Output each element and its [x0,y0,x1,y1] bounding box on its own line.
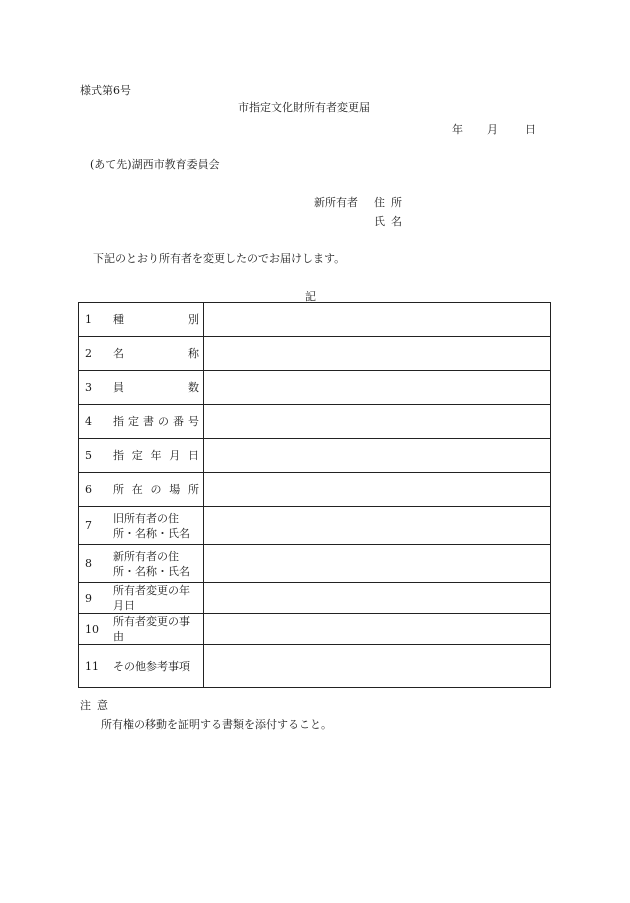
label-char: 指 [113,415,124,428]
label-char: 員 [113,381,124,394]
item-label-spread [113,482,199,497]
label-char: 称 [188,347,199,360]
item-label: 旧所有者の住所・名称・氏名 [113,507,204,545]
item-label: 新所有者の住所・名称・氏名 [113,545,204,583]
label-char: 書 [143,415,154,428]
item-value-cell[interactable] [204,507,551,545]
label-char: 定 [131,449,143,462]
label-char: 定 [128,415,139,428]
label-char: 日 [188,449,199,462]
table-row [79,405,551,439]
item-label: 所有者変更の年月日 [113,583,204,614]
label-char: の [158,415,169,428]
table-row [79,545,551,583]
table-row [79,473,551,507]
table-row [79,645,551,688]
item-label [113,371,204,405]
label-char: 別 [188,313,199,326]
label-char: 数 [188,381,199,394]
item-label: 所有者変更の事由 [113,614,204,645]
date-day-label: 日 [525,123,536,136]
label-char: 場 [169,483,181,496]
table-row [79,614,551,645]
item-value-cell[interactable] [204,371,551,405]
item-label [113,405,204,439]
item-number: 6 [79,473,114,507]
label-char: 在 [131,483,143,496]
items-table [78,302,551,688]
item-number: 1 [79,303,114,337]
item-label-spread [113,380,199,395]
item-label-spread [113,346,199,361]
notes-title: 注意 [80,699,114,712]
label-char: 月 [169,449,181,462]
item-label-spread [113,448,199,463]
item-label [113,439,204,473]
item-number: 2 [79,337,114,371]
table-row [79,439,551,473]
label-char: 所 [113,483,124,496]
date-month-label: 月 [487,123,498,136]
label-char: 所 [188,483,199,496]
table-row [79,507,551,545]
table-row [79,583,551,614]
ki-heading: 記 [305,290,316,303]
addressee: (あて先)湖西市教育委員会 [90,158,220,171]
item-number: 7 [79,507,114,545]
item-number: 3 [79,371,114,405]
table-row [79,303,551,337]
label-char: 名 [113,347,124,360]
item-value-cell[interactable] [204,645,551,688]
item-label [113,337,204,371]
notes-body: 所有権の移動を証明する書類を添付すること。 [101,718,332,731]
item-number: 8 [79,545,114,583]
item-number: 5 [79,439,114,473]
item-label [113,303,204,337]
item-label-spread [113,312,199,327]
item-number: 4 [79,405,114,439]
form-number: 様式第6号 [80,84,131,97]
item-value-cell[interactable] [204,405,551,439]
document-title: 市指定文化財所有者変更届 [238,101,370,114]
name-label: 氏名 [374,215,408,228]
label-char: 号 [188,415,199,428]
date-year-label: 年 [452,123,463,136]
intro-text: 下記のとおり所有者を変更したのでお届けします。 [93,252,346,265]
item-value-cell[interactable] [204,614,551,645]
address-label: 住所 [374,196,408,209]
table-row [79,337,551,371]
item-value-cell[interactable] [204,473,551,507]
label-char: 種 [113,313,124,326]
item-number: 10 [79,614,114,645]
item-value-cell[interactable] [204,545,551,583]
label-char: 指 [113,449,124,462]
item-number: 9 [79,583,114,614]
label-char: 年 [150,449,162,462]
item-value-cell[interactable] [204,439,551,473]
item-label: その他参考事項 [113,645,204,688]
item-value-cell[interactable] [204,337,551,371]
item-label [113,473,204,507]
item-value-cell[interactable] [204,583,551,614]
label-char: の [150,483,162,496]
table-row [79,371,551,405]
item-value-cell[interactable] [204,303,551,337]
item-label-spread [113,414,199,429]
item-number: 11 [79,645,114,688]
new-owner-label: 新所有者 [314,196,358,209]
label-char: 番 [173,415,184,428]
